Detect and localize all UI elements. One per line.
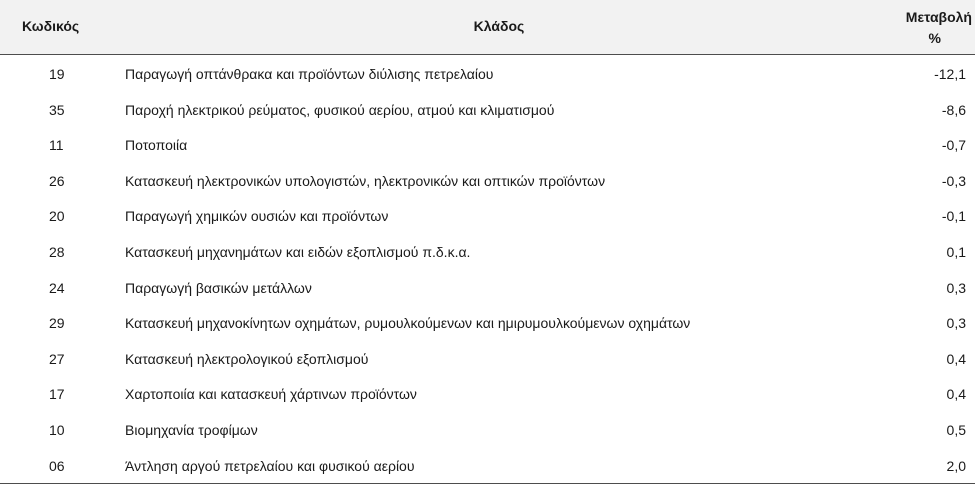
table-row xyxy=(0,235,975,271)
header-change-unit: % xyxy=(928,30,941,46)
row-sector: Παροχή ηλεκτρικού ρεύματος, φυσικού αερίου, ατμού και κλιματισμού xyxy=(125,101,555,118)
table-row xyxy=(0,342,975,378)
header-change xyxy=(882,7,972,49)
row-sector: Ποτοποιία xyxy=(125,137,188,154)
table-bottom-rule xyxy=(0,483,975,484)
row-sector: Παραγωγή βασικών μετάλλων xyxy=(125,279,312,296)
row-change: 0,5 xyxy=(946,421,966,438)
row-sector: Κατασκευή μηχανοκίνητων οχημάτων, ρυμουλκούμενων και ημιρυμουλκούμενων οχημάτων xyxy=(125,315,691,332)
row-change: -0,1 xyxy=(941,208,966,225)
table-row xyxy=(0,128,975,164)
row-code: 10 xyxy=(49,421,65,438)
header-sector: Κλάδος xyxy=(473,18,525,34)
row-sector: Κατασκευή μηχανημάτων και ειδών εξοπλισμού π.δ.κ.α. xyxy=(125,243,471,260)
table-row xyxy=(0,164,975,200)
row-code: 26 xyxy=(49,172,65,189)
row-code: 35 xyxy=(49,101,65,118)
row-change: -0,7 xyxy=(941,137,966,154)
row-sector: Άντληση αργού πετρελαίου και φυσικού αερίου xyxy=(125,457,415,474)
row-sector: Παραγωγή χημικών ουσιών και προϊόντων xyxy=(125,208,389,225)
row-change: -8,6 xyxy=(941,101,966,118)
row-change: 0,3 xyxy=(946,279,966,296)
row-code: 06 xyxy=(49,457,65,474)
row-change: 0,4 xyxy=(946,386,966,403)
row-code: 20 xyxy=(49,208,65,225)
row-code: 29 xyxy=(49,315,65,332)
header-code: Κωδικός xyxy=(22,18,80,34)
row-sector: Παραγωγή οπτάνθρακα και προϊόντων διύλισης πετρελαίου xyxy=(125,66,494,82)
header-divider xyxy=(0,54,975,55)
row-sector: Βιομηχανία τροφίμων xyxy=(125,421,258,438)
table-row xyxy=(0,199,975,235)
table-row xyxy=(0,57,975,93)
row-change: -0,3 xyxy=(941,172,966,189)
row-code: 19 xyxy=(49,66,65,82)
table-row xyxy=(0,271,975,307)
row-code: 28 xyxy=(49,243,65,260)
row-code: 11 xyxy=(49,137,64,154)
table-header xyxy=(0,0,975,54)
header-change-label: Μεταβολή xyxy=(905,9,972,25)
row-sector: Κατασκευή ηλεκτρολογικού εξοπλισμού xyxy=(125,350,369,367)
row-code: 27 xyxy=(49,350,65,367)
table-row xyxy=(0,377,975,413)
row-code: 24 xyxy=(49,279,65,296)
table-row xyxy=(0,449,975,485)
row-change: 2,0 xyxy=(946,457,966,474)
row-sector: Χαρτοποιία και κατασκευή χάρτινων προϊόντων xyxy=(125,386,417,403)
row-change: 0,4 xyxy=(946,350,966,367)
table-row xyxy=(0,413,975,449)
table-body xyxy=(0,57,975,484)
row-sector: Κατασκευή ηλεκτρονικών υπολογιστών, ηλεκτρονικών και οπτικών προϊόντων xyxy=(125,172,606,189)
row-change: -12,1 xyxy=(934,66,966,82)
row-change: 0,3 xyxy=(946,315,966,332)
row-code: 17 xyxy=(49,386,65,403)
table-row xyxy=(0,93,975,129)
row-change: 0,1 xyxy=(946,243,966,260)
table-row xyxy=(0,306,975,342)
